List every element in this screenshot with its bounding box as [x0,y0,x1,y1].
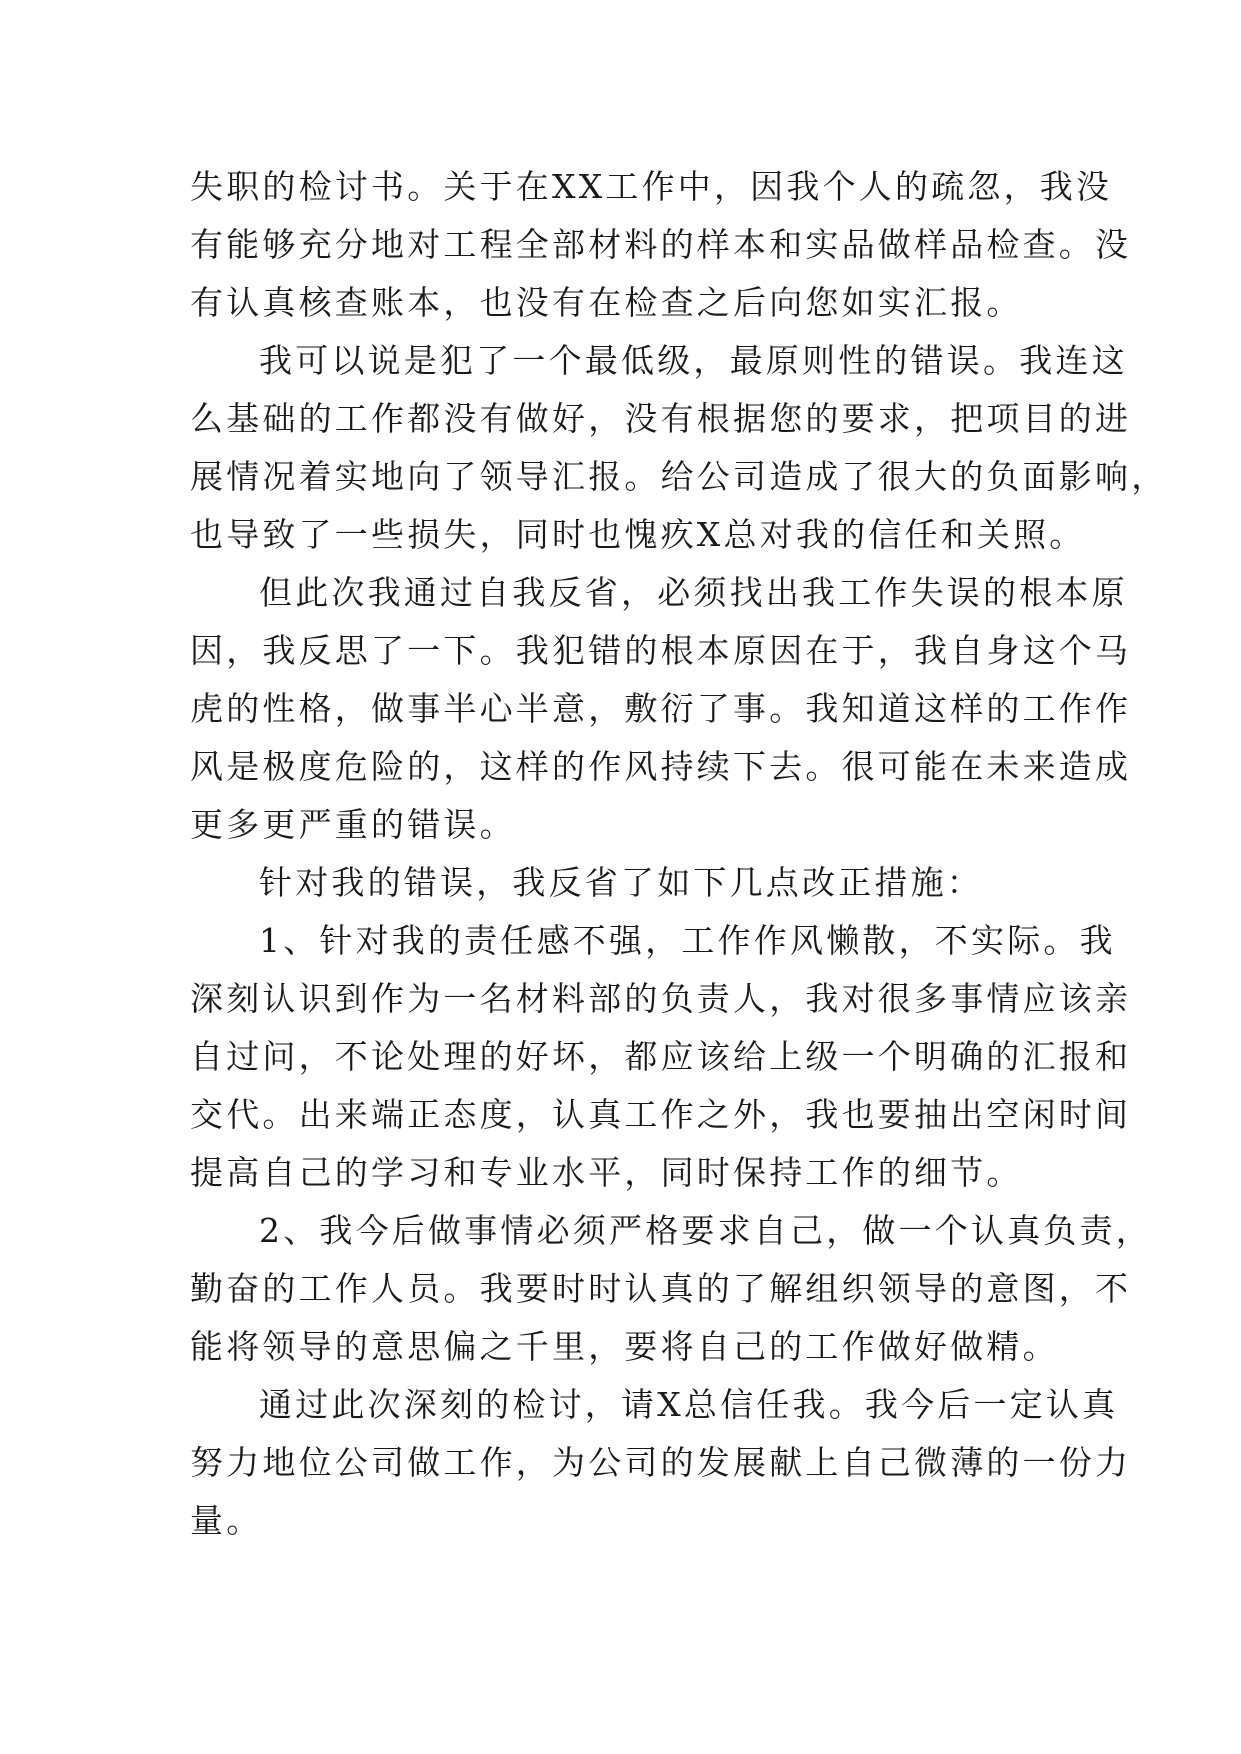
text-line: 量。 [190,1501,263,1540]
text-line: 展情况着实地向了领导汇报。给公司造成了很大的负面影响， [190,457,1168,496]
text-line: 能将领导的意思偏之千里，要将自己的工作做好做精。 [190,1327,1059,1366]
text-line: 因，我反思了一下。我犯错的根本原因在于，我自身这个马 [190,631,1132,670]
text-line: 勤奋的工作人员。我要时时认真的了解组织领导的意图，不 [190,1269,1132,1308]
paragraph-start-line: 1、针对我的责任感不强，工作作风懒散，不实际。我 [259,921,1116,960]
text-line: 提高自己的学习和专业水平，同时保持工作的细节。 [190,1153,1023,1192]
text-line: 努力地位公司做工作，为公司的发展献上自己微薄的一份力 [190,1443,1132,1482]
paragraph-start-line: 我可以说是犯了一个最低级，最原则性的错误。我连这 [259,341,1128,380]
text-line: 深刻认识到作为一名材料部的负责人，我对很多事情应该亲 [190,979,1132,1018]
paragraph-start-line: 针对我的错误，我反省了如下几点改正措施： [259,863,983,902]
text-line: 么基础的工作都没有做好，没有根据您的要求，把项目的进 [190,399,1132,438]
paragraph-start-line: 2、我今后做事情必须严格要求自己，做一个认真负责， [259,1211,1152,1250]
text-line: 有能够充分地对工程全部材料的样本和实品做样品检查。没 [190,225,1132,264]
paragraph-start-line: 但此次我通过自我反省，必须找出我工作失误的根本原 [259,573,1128,612]
text-line: 失职的检讨书。关于在XX工作中，因我个人的疏忽，我没 [190,167,1113,206]
text-line: 更多更严重的错误。 [190,805,516,844]
text-line: 交代。出来端正态度，认真工作之外，我也要抽出空闲时间 [190,1095,1132,1134]
text-line: 有认真核查账本，也没有在检查之后向您如实汇报。 [190,283,1023,322]
text-line: 也导致了一些损失，同时也愧疚X总对我的信任和关照。 [190,515,1086,554]
text-line: 虎的性格，做事半心半意，敷衍了事。我知道这样的工作作 [190,689,1132,728]
paragraph-start-line: 通过此次深刻的检讨，请X总信任我。我今后一定认真 [259,1385,1119,1424]
document-body [190,158,1168,1550]
text-line: 风是极度危险的，这样的作风持续下去。很可能在未来造成 [190,747,1132,786]
text-line: 自过问，不论处理的好坏，都应该给上级一个明确的汇报和 [190,1037,1132,1076]
